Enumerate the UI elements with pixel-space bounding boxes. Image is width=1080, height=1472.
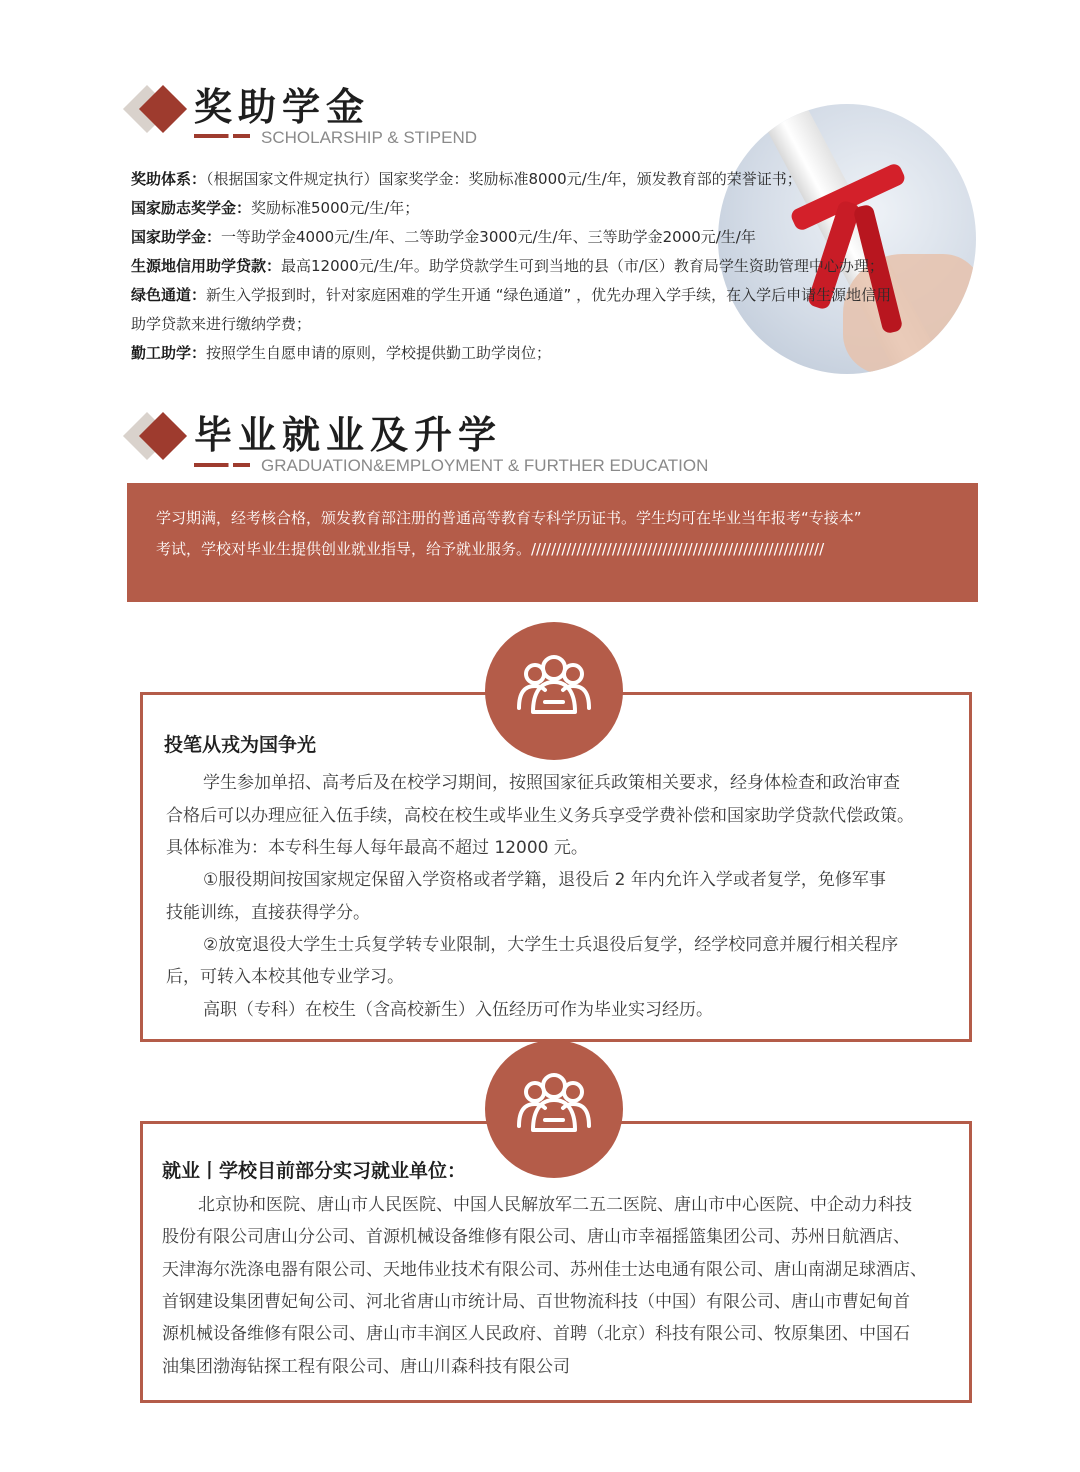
employment-line: 天津海尔洗涤电器有限公司、天地伟业技术有限公司、苏州佳士达电通有限公司、唐山南湖足球酒店、 <box>162 1260 927 1280</box>
graduation-title: 毕业就业及升学 <box>194 412 503 457</box>
military-line: 后，可转入本校其他专业学习。 <box>166 967 404 987</box>
header-underline <box>194 134 250 138</box>
group-people-icon <box>485 622 623 760</box>
military-heading: 投笔从戎为国争光 <box>164 734 317 756</box>
employment-heading: 就业丨学校目前部分实习就业单位： <box>162 1160 467 1182</box>
military-line: 具体标准为：本专科生每人每年最高不超过 12000 元。 <box>166 838 588 858</box>
diploma-photo <box>718 104 976 374</box>
military-icon-badge <box>485 622 623 760</box>
employment-line: 北京协和医院、唐山市人民医院、中国人民解放军二五二医院、唐山市中心医院、中企动力科技 <box>198 1195 912 1215</box>
employment-line: 首钢建设集团曹妃甸公司、河北省唐山市统计局、百世物流科技（中国）有限公司、唐山市曹妃甸首 <box>162 1292 910 1312</box>
banner-line: 考试，学校对毕业生提供创业就业指导，给予就业服务。////////////////////////////////////////////////////////// <box>156 540 825 558</box>
scholarship-line: 奖助体系：（根据国家文件规定执行）国家奖学金：奖励标准8000元/生/年，颁发教育部的荣誉证书； <box>131 170 802 188</box>
group-people-icon <box>485 1040 623 1178</box>
employment-line: 源机械设备维修有限公司、唐山市丰润区人民政府、首聘（北京）科技有限公司、牧原集团、中国石 <box>162 1324 910 1344</box>
scholarship-line: 绿色通道：新生入学报到时，针对家庭困难的学生开通 “绿色通道” ，优先办理入学手续，在入学后申请生源地信用 <box>131 286 892 304</box>
scholarship-line: 助学贷款来进行缴纳学费； <box>131 315 312 333</box>
scholarship-subtitle: SCHOLARSHIP & STIPEND <box>261 128 478 147</box>
military-line: 学生参加单招、高考后及在校学习期间，按照国家征兵政策相关要求，经身体检查和政治审查 <box>203 773 900 793</box>
military-line: 合格后可以办理应征入伍手续，高校在校生或毕业生义务兵享受学费补偿和国家助学贷款代偿政策。 <box>166 806 914 826</box>
military-line: 技能训练，直接获得学分。 <box>166 903 370 923</box>
employment-icon-badge <box>485 1040 623 1178</box>
military-line: ①服役期间按国家规定保留入学资格或者学籍，退役后 2 年内允许入学或者复学，免修军事 <box>203 870 886 890</box>
header-underline <box>194 463 250 467</box>
graduation-subtitle: GRADUATION&EMPLOYMENT & FURTHER EDUCATION <box>261 456 709 475</box>
military-line: ②放宽退役大学生士兵复学转专业限制，大学生士兵退役后复学，经学校同意并履行相关程序 <box>203 935 899 955</box>
scholarship-title: 奖助学金 <box>194 84 371 129</box>
banner-line: 学习期满，经考核合格，颁发教育部注册的普通高等教育专科学历证书。学生均可在毕业当年报考“专接本” <box>156 509 862 527</box>
employment-line: 油集团渤海钻探工程有限公司、唐山川森科技有限公司 <box>162 1357 570 1377</box>
employment-line: 股份有限公司唐山分公司、首源机械设备维修有限公司、唐山市幸福摇篮集团公司、苏州日航酒店、 <box>162 1227 910 1247</box>
scholarship-line: 生源地信用助学贷款：最高12000元/生/年。助学贷款学生可到当地的县（市/区）教育局学生资助管理中心办理； <box>131 257 884 275</box>
scholarship-line: 勤工助学：按照学生自愿申请的原则，学校提供勤工助学岗位； <box>131 344 552 362</box>
scholarship-line: 国家助学金：一等助学金4000元/生/年、二等助学金3000元/生/年、三等助学金2000元/生/年 <box>131 228 756 246</box>
scholarship-line: 国家励志奖学金：奖励标准5000元/生/年； <box>131 199 420 217</box>
military-line: 高职（专科）在校生（含高校新生）入伍经历可作为毕业实习经历。 <box>203 1000 713 1020</box>
